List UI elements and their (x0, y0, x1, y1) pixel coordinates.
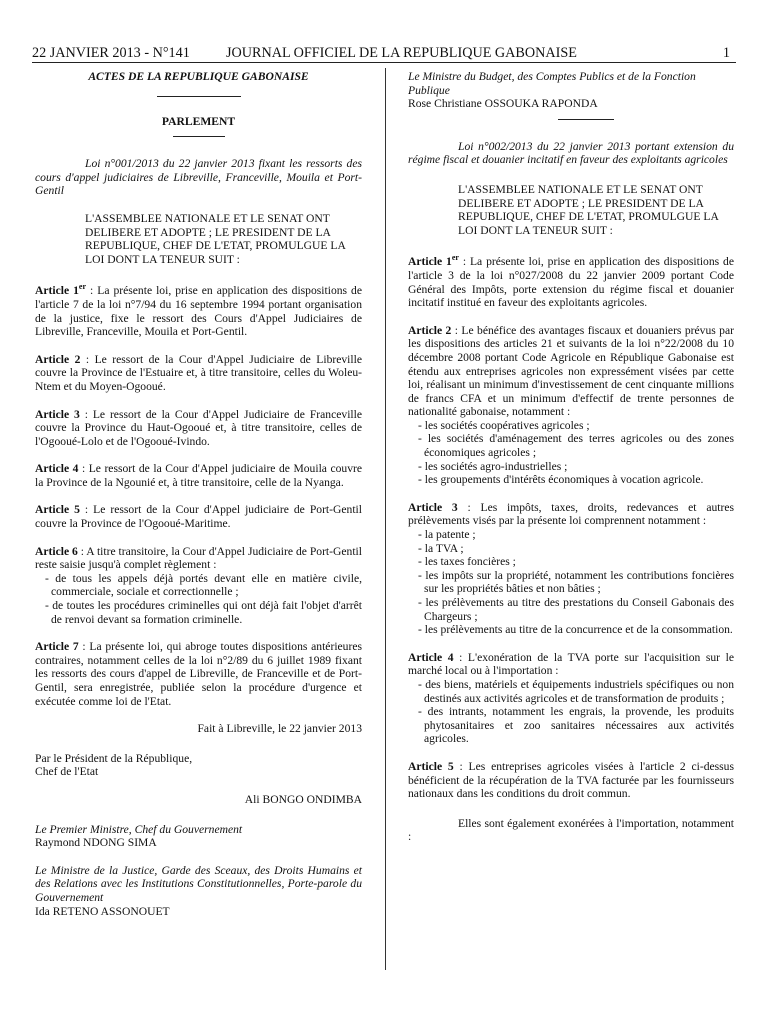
article-label: Article 1er (35, 282, 87, 298)
list-item: - de tous les appels déjà portés devant elle en matière civile, commerciale, sociale et correctionnelle ; (45, 571, 362, 599)
law-1-article-1 (35, 284, 362, 338)
article-label: Article 5 (35, 503, 80, 517)
subsection-rule (173, 136, 225, 137)
pm-title: Le Premier Ministre, Chef du Gouvernement (35, 822, 243, 836)
article-label: Article 3 (408, 500, 458, 514)
pm-name: Raymond NDONG SIMA (35, 836, 157, 850)
law-1-article-5 (35, 503, 362, 530)
section-rule (157, 96, 241, 97)
article-text: : Le bénéfice des avantages fiscaux et douaniers prévus par les dispositions des articles 21 et suivants de la loi n°22/2008 du 10 décembre 2008 portant Code Agricole en République Gabonaise est étendu aux entreprises agricoles non expressément visées par cette loi, réalisant un minimum d'investissement de cent cinquante millions de francs CFA et un minimum d'effectif de trente personnes de nationalité gabonaise, notamment : (408, 323, 734, 419)
article-label: Article 4 (408, 650, 454, 664)
section-title: ACTES DE LA REPUBLIQUE GABONAISE (88, 70, 309, 83)
justice-minister-title: Le Ministre de la Justice, Garde des Sceaux, des Droits Humains et des Relations avec les Institutions Constitutionnelles, Porte-parole du Gouvernement (35, 863, 362, 904)
law-2-article-5 (408, 760, 734, 801)
list-item: - la TVA ; (418, 541, 464, 555)
law-2-title: Loi n°002/2013 du 22 janvier 2013 portant extension du régime fiscal et douanier incitatif en faveur des exploitants agricoles (408, 139, 734, 167)
article-label: Article 5 (408, 759, 454, 773)
president-name: Ali BONGO ONDIMBA (244, 792, 362, 806)
article-text: : Les entreprises agricoles visées à l'article 2 ci-dessus bénéficient de la récupération de la TVA facturée par les fournisseurs nationaux dans les conditions du droit commun. (408, 759, 734, 801)
article-text: : La présente loi, prise en application des dispositions de l'article 3 de la loi n°027/2008 du 22 janvier 2009 portant Code Général des Impôts, porte extension du régime fiscal et douanier incitatif institué en faveur des exploitants agricoles. (408, 255, 734, 310)
left-column (35, 68, 362, 918)
law-2-article-3 (408, 501, 734, 528)
law-1-article-3 (35, 408, 362, 449)
president-line-1: Par le Président de la République, (35, 751, 193, 765)
article-label: Article 6 (35, 544, 78, 558)
list-item: - les sociétés coopératives agricoles ; (418, 418, 590, 432)
justice-minister-name: Ida RETENO ASSONOUET (35, 904, 170, 918)
list-item: - les taxes foncières ; (418, 555, 516, 569)
article-label: Article 1er (408, 253, 459, 269)
journal-title: JOURNAL OFFICIEL DE LA REPUBLIQUE GABONAISE (226, 45, 577, 61)
list-item: - des biens, matériels et équipements industriels spécifiques ou non destinés aux activités agricoles et de transformation de produits ; (418, 677, 734, 705)
law-2-article-1 (408, 255, 734, 309)
article-text: : Le ressort de la Cour d'Appel Judiciaire de Franceville couvre la Province du Haut-Ogooué et, à titre transitoire, celles de l'Ogooué-Lolo et de l'Ogooué-Ivindo. (35, 407, 363, 448)
page-header (32, 44, 736, 63)
list-item: - les sociétés agro-industrielles ; (418, 459, 568, 473)
article-text: : Les impôts, taxes, droits, redevances et autres prélèvements visés par la présente loi comprennent notamment : (408, 500, 734, 528)
budget-minister-name: Rose Christiane OSSOUKA RAPONDA (408, 97, 598, 111)
article-text: : A titre transitoire, la Cour d'Appel Judiciaire de Port-Gentil reste saisie jusqu'à complet règlement : (35, 544, 362, 572)
law-2-article-2 (408, 324, 734, 419)
right-column (408, 68, 734, 844)
column-divider (385, 68, 386, 970)
article-text: : La présente loi, prise en application des dispositions de l'article 7 de la loi n°7/94 du 16 septembre 1994 portant organisation de la justice, fixe le ressort des Cours d'Appel Judiciaires de Libreville, Franceville, Mouila et Port-Gentil. (35, 284, 362, 339)
law-2-closing-paragraph: Elles sont également exonérées à l'importation, notamment : (408, 816, 734, 844)
article-text: : Le ressort de la Cour d'Appel judiciaire de Port-Gentil couvre la Province de l'Ogooué-Maritime. (35, 503, 362, 531)
law-1-article-4 (35, 462, 362, 489)
article-text: : Le ressort de la Cour d'Appel judiciaire de Mouila couvre la Province de la Ngounié et, à titre transitoire, celle de la Nyanga. (35, 462, 362, 489)
president-line-2: Chef de l'Etat (35, 765, 99, 779)
list-item: - les groupements d'intérêts économiques à vocation agricole. (418, 473, 704, 487)
list-item: - les sociétés d'aménagement des terres agricoles ou des zones économiques agricoles ; (418, 432, 734, 460)
law-2-declaration: L'ASSEMBLEE NATIONALE ET LE SENAT ONT DELIBERE ET ADOPTE ; LE PRESIDENT DE LA REPUBLIQUE, CHEF DE L'ETAT, PROMULGUE LA LOI DONT LA TENEUR SUIT : (458, 182, 719, 237)
article-label: Article 2 (408, 323, 452, 337)
list-item: - de toutes les procédures criminelles qui ont déjà fait l'objet d'arrêt de renvoi devant sa formation criminelle. (45, 599, 362, 626)
law-1-article-6 (35, 545, 362, 572)
list-item: - la patente ; (418, 528, 476, 542)
article-text: : L'exonération de la TVA porte sur l'acquisition sur le marché local ou à l'importation : (408, 650, 734, 678)
law-1-article-7 (35, 640, 362, 708)
list-item: - des intrants, notamment les engrais, la provende, les produits phytosanitaires et zoo sanitaires nécessaires aux activités agricoles. (418, 705, 734, 746)
list-item: - les prélèvements au titre des prestations du Conseil Gabonais des Chargeurs ; (418, 596, 734, 623)
law-1-title: Loi n°001/2013 du 22 janvier 2013 fixant les ressorts des cours d'appel judiciaires de Libreville, Franceville, Mouila et Port-Gentil (35, 157, 362, 198)
article-text: : La présente loi, qui abroge toutes dispositions antérieures contraires, notamment celles de la loi n°2/89 du 6 juillet 1989 fixant les ressorts des cours d'appel de Libreville, de Franceville et de Port-Gentil, sera enregistrée, publiée selon la procédure d'urgence et exécutée comme loi de l'Etat. (35, 640, 362, 708)
place-date: Fait à Libreville, le 22 janvier 2013 (197, 722, 362, 736)
issue-date: 22 JANVIER 2013 - N°141 (32, 45, 190, 61)
article-text: : Le ressort de la Cour d'Appel Judiciaire de Libreville couvre la Province de l'Estuaire et, à titre transitoire, celles du Woleu-Ntem et du Moyen-Ogooué. (35, 352, 362, 393)
article-label: Article 3 (35, 407, 80, 421)
article-label: Article 2 (35, 352, 81, 366)
article-label: Article 7 (35, 640, 79, 654)
law-1-article-2 (35, 353, 362, 394)
list-item: - les prélèvements au titre de la concurrence et de la consommation. (418, 623, 733, 637)
signature-rule (558, 119, 614, 120)
subsection-title: PARLEMENT (161, 114, 236, 128)
law-2-article-4 (408, 651, 734, 678)
law-1-declaration: L'ASSEMBLEE NATIONALE ET LE SENAT ONT DELIBERE ET ADOPTE ; LE PRESIDENT DE LA REPUBLIQUE, CHEF DE L'ETAT, PROMULGUE LA LOI DONT LA TENEUR SUIT : (85, 211, 346, 266)
list-item: - les impôts sur la propriété, notamment les contributions foncières sur les propriétés bâties et non bâties ; (418, 568, 734, 596)
page-number: 1 (722, 45, 730, 61)
budget-minister-title: Le Ministre du Budget, des Comptes Publics et de la Fonction Publique (408, 70, 696, 97)
article-label: Article 4 (35, 462, 79, 476)
